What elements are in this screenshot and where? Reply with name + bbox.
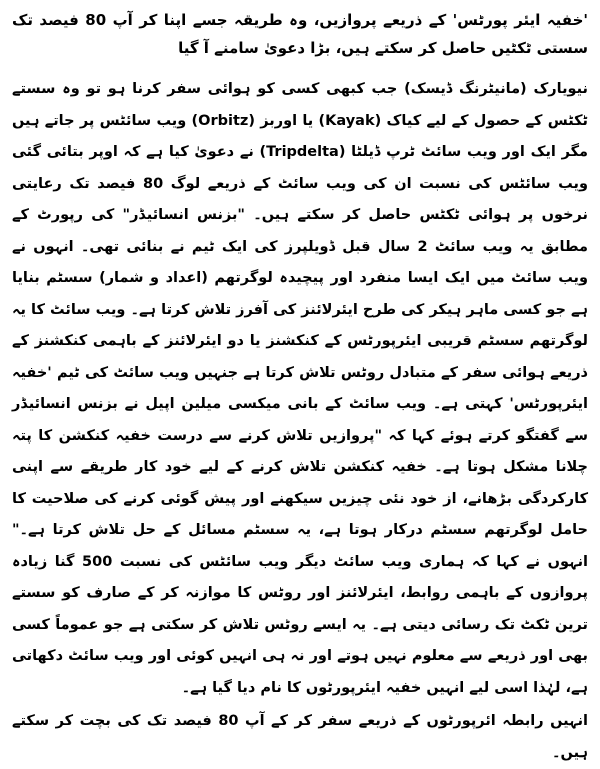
article-headline: 'خفیہ ایئر پورٹس' کے ذریعے پروازیں، وہ طریقہ جسے اپنا کر آپ 80 فیصد تک سستی ٹکٹیں حاصل کر سکتے ہیں، بڑا دعویٰ سامنے آ گیا — [12, 11, 589, 57]
article-body-paragraph: نیویارک (مانیٹرنگ ڈیسک) جب کبھی کسی کو ہوائی سفر کرنا ہو تو وہ سستے ٹکٹس کے حصول کے لیے کیاک (Kayak) یا اوربز (Orbitz) ویب سائٹس پر جاتے ہیں مگر ایک اور ویب سائٹ ٹرپ ڈیلٹا (Tripdelta) نے دعویٰ کیا ہے کہ اوپر بتائی گئی ویب سائٹس کی نسبت ان کی ویب سائٹ کے ذریعے لوگ 80 فیصد تک رعایتی نرخوں پر ہوائی ٹکٹس حاصل کر سکتے ہیں۔ "بزنس انسائیڈر" کی رپورٹ کے مطابق یہ ویب سائٹ 2 سال قبل ڈویلپرز کی ایک ٹیم نے بنائی تھی۔ انہوں نے ویب سائٹ میں ایک ایسا منفرد اور پیچیدہ لوگرتھم (اعداد و شمار) سسٹم بنایا ہے جو کسی ماہر ہیکر کی طرح ایئرلائنز کی آفرز تلاش کرتا ہے۔ ویب سائٹ کا یہ لوگرتھم سسٹم قریبی ایئرپورٹس کے کنکشنز یا دو ایئرلائنز کے باہمی کنکشنز کے ذریعے ہوائی سفر کے متبادل روٹس تلاش کرتا ہے جنہیں ویب سائٹ کی ٹیم 'خفیہ ایئرپورٹس' کہتی ہے۔ ویب سائٹ کے بانی میکسی میلین اپیل نے بزنس انسائیڈر سے گفتگو کرتے ہوئے کہا کہ "پروازیں تلاش کرنے سے درست خفیہ کنکشن کا پتہ چلانا مشکل ہوتا ہے۔ خفیہ کنکشن تلاش کرنے کے لیے خود کار طریقے سے اپنی کارکردگی بڑھانے، از خود نئی چیزیں سیکھنے اور پیش گوئی کرنے کی صلاحیت کا حامل لوگرتھم سسٹم درکار ہوتا ہے، یہ سسٹم مسائل کے حل تلاش کرتا ہے۔" انہوں نے کہا کہ ہماری ویب سائٹ دیگر ویب سائٹس کی نسبت 500 گنا زیادہ پروازوں کے باہمی روابط، ایئرلائنز اور روٹس کا موازنہ کر کے صارف کو سستے ترین ٹکٹ تک رسائی دیتی ہے۔ یہ ایسے روٹس تلاش کر سکتی ہے جو عموماً کسی بھی اور ذریعے سے معلوم نہیں ہوتے اور نہ ہی انہیں کوئی اور ویب سائٹ دکھاتی ہے، لہٰذا اسی لیے انہیں خفیہ ایئرپورٹوں کا نام دیا گیا ہے۔ — [12, 81, 589, 696]
article-closing-paragraph: انہیں رابطہ ائرپورٹوں کے ذریعے سفر کر کے آپ 80 فیصد تک کی بچت کر سکتے ہیں۔ — [12, 713, 589, 761]
